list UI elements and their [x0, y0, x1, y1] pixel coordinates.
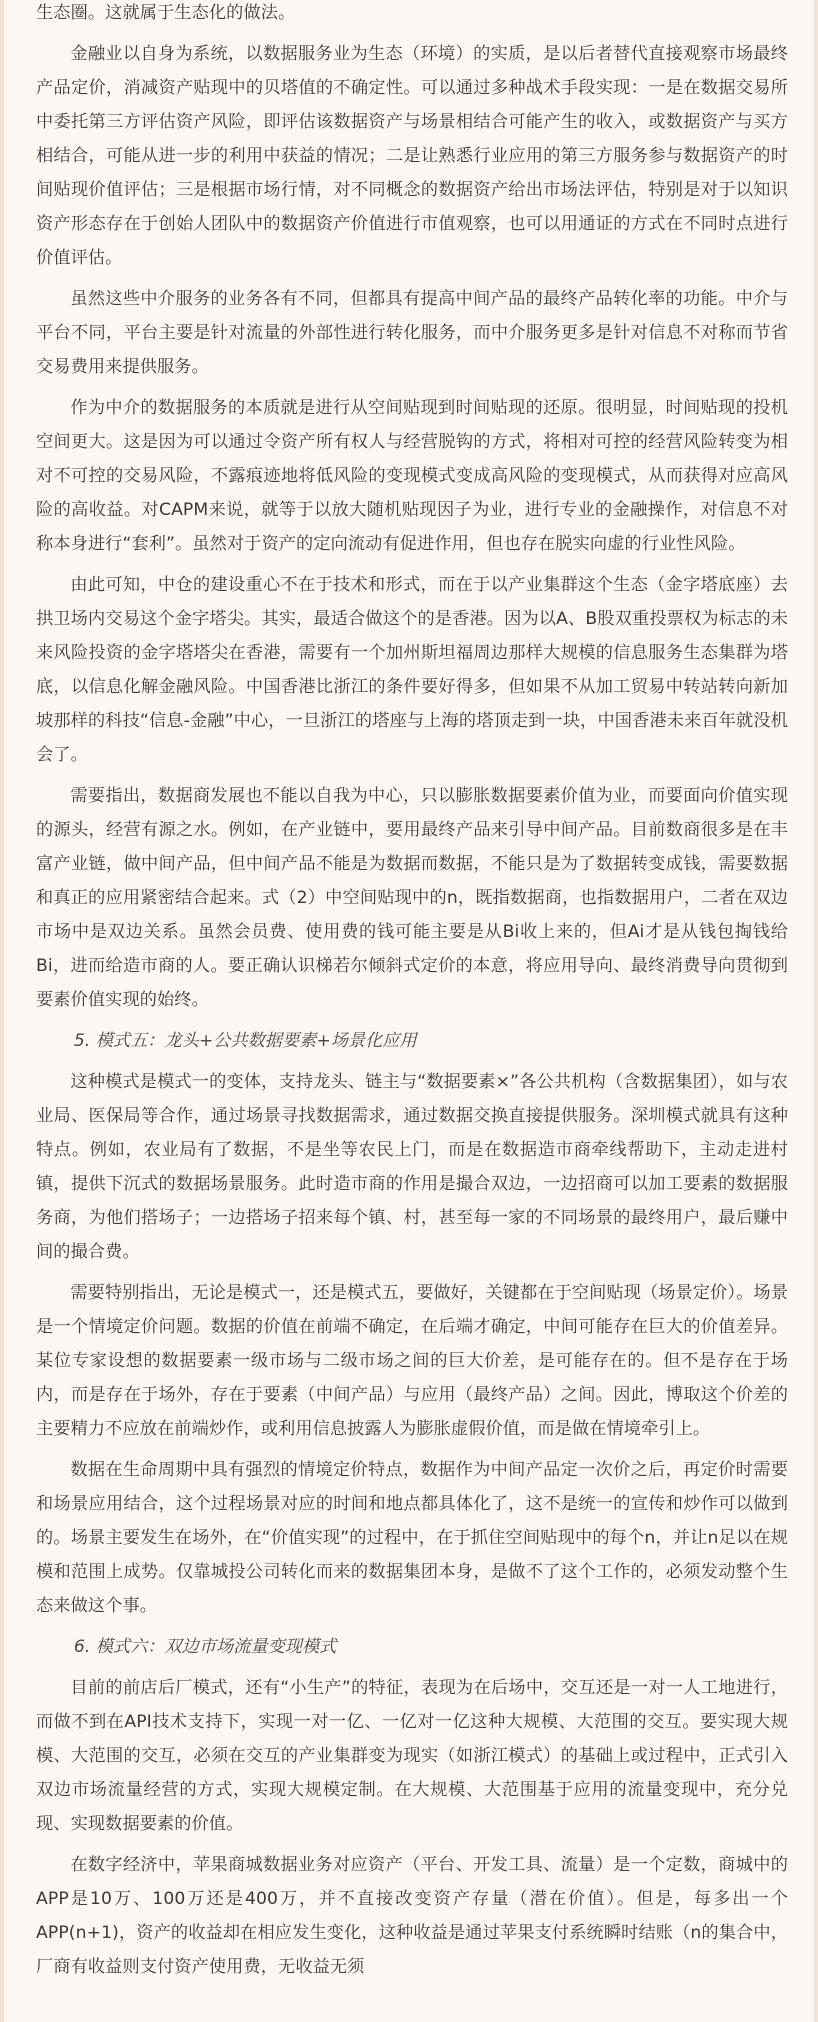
body-paragraph: 在数字经济中，苹果商城数据业务对应资产（平台、开发工具、流量）是一个定数，商城中的APP是10万、100万还是400万，并不直接改变资产存量（潜在价值）。但是，每多出一个APP(n+1)，资产的收益却在相应发生变化，这种收益是通过苹果支付系统瞬时结账（n的集合中，厂商有收益则支付资产使用费，无收益无须 — [36, 1855, 788, 1977]
section-heading: 5. 模式五：龙头+公共数据要素+场景化应用 — [73, 1031, 417, 1051]
section-heading: 6. 模式六：双边市场流量变现模式 — [73, 1637, 337, 1657]
body-paragraph: 数据在生命周期中具有强烈的情境定价特点，数据作为中间产品定一次价之后，再定价时需要和场景应用结合，这个过程场景对应的时间和地点都具体化了，这不是统一的宣传和炒作可以做到的。场景主要发生在场外，在“价值实现”的过程中，在于抓住空间贴现中的每个n，并让n足以在规模和范围上成势。仅靠城投公司转化而来的数据集团本身，是做不了这个工作的，必须发动整个生态来做这个事。 — [36, 1460, 788, 1616]
body-paragraph: 作为中介的数据服务的本质就是进行从空间贴现到时间贴现的还原。很明显，时间贴现的投机空间更大。这是因为可以通过令资产所有权人与经营脱钩的方式，将相对可控的经营风险转变为相对不可控的交易风险，不露痕迹地将低风险的变现模式变成高风险的变现模式，从而获得对应高风险的高收益。对CAPM来说，就等于以放大随机贴现因子为业，进行专业的金融操作，对信息不对称本身进行“套利”。虽然对于资产的定向流动有促进作用，但也存在脱实向虚的行业性风险。 — [36, 398, 788, 554]
body-paragraph: 金融业以自身为系统，以数据服务业为生态（环境）的实质，是以后者替代直接观察市场最终产品定价，消减资产贴现中的贝塔值的不确定性。可以通过多种战术手段实现：一是在数据交易所中委托第三方评估资产风险，即评估该数据资产与场景相结合可能产生的收入，或数据资产与买方相结合，可能从进一步的利用中获益的情况；二是让熟悉行业应用的第三方服务参与数据资产的时间贴现价值评估；三是根据市场行情，对不同概念的数据资产给出市场法评估，特别是对于以知识资产形态存在于创始人团队中的数据资产价值进行市值观察，也可以用通证的方式在不同时点进行价值评估。 — [36, 44, 788, 268]
body-paragraph: 这种模式是模式一的变体，支持龙头、链主与“数据要素×”各公共机构（含数据集团），如与农业局、医保局等合作，通过场景寻找数据需求，通过数据交换直接提供服务。深圳模式就具有这种特点。例如，农业局有了数据，不是坐等农民上门，而是在数据造市商牵线帮助下，主动走进村镇，提供下沉式的数据场景服务。此时造市商的作用是撮合双边，一边招商可以加工要素的数据服务商，为他们搭场子；一边搭场子招来每个镇、村，甚至每一家的不同场景的最终用户，最后赚中间的撮合费。 — [36, 1072, 788, 1262]
body-paragraph: 生态圈。这就属于生态化的做法。 — [36, 3, 296, 23]
body-paragraph: 需要特别指出，无论是模式一，还是模式五，要做好，关键都在于空间贴现（场景定价）。场景是一个情境定价问题。数据的价值在前端不确定，在后端才确定，中间可能存在巨大的价值差异。某位专家设想的数据要素一级市场与二级市场之间的巨大价差，是可能存在的。但不是存在于场内，而是存在于场外，存在于要素（中间产品）与应用（最终产品）之间。因此，博取这个价差的主要精力不应放在前端炒作，或利用信息披露人为膨胀虚假价值，而是做在情境牵引上。 — [36, 1283, 788, 1439]
body-paragraph: 目前的前店后厂模式，还有“小生产”的特征，表现为在后场中，交互还是一对一人工地进行，而做不到在API技术支持下，实现一对一亿、一亿对一亿这种大规模、大范围的交互。要实现大规模、大范围的交互，必须在交互的产业集群变为现实（如浙江模式）的基础上或过程中，正式引入双边市场流量经营的方式，实现大规模定制。在大规模、大范围基于应用的流量变现中，充分兑现、实现数据要素的价值。 — [36, 1678, 788, 1834]
body-paragraph: 需要指出，数据商发展也不能以自我为中心，只以膨胀数据要素价值为业，而要面向价值实现的源头，经营有源之水。例如，在产业链中，要用最终产品来引导中间产品。目前数商很多是在丰富产业链，做中间产品，但中间产品不能是为数据而数据，不能只是为了数据转变成钱，需要数据和真正的应用紧密结合起来。式（2）中空间贴现中的n，既指数据商，也指数据用户，二者在双边市场中是双边关系。虽然会员费、使用费的钱可能主要是从Bi收上来的，但Ai才是从钱包掏钱给Bi，进而给造市商的人。要正确认识梯若尔倾斜式定价的本意，将应用导向、最终消费导向贯彻到要素价值实现的始终。 — [36, 786, 788, 1010]
body-paragraph: 由此可知，中仓的建设重心不在于技术和形式，而在于以产业集群这个生态（金字塔底座）去拱卫场内交易这个金字塔尖。其实，最适合做这个的是香港。因为以A、B股双重投票权为标志的未来风险投资的金字塔塔尖在香港，需要有一个加州斯坦福周边那样大规模的信息服务生态集群为塔底，以信息化解金融风险。中国香港比浙江的条件要好得多，但如果不从加工贸易中转站转向新加坡那样的科技“信息-金融”中心，一旦浙江的塔座与上海的塔顶走到一块，中国香港未来百年就没机会了。 — [36, 575, 788, 765]
body-paragraph: 虽然这些中介服务的业务各有不同，但都具有提高中间产品的最终产品转化率的功能。中介与平台不同，平台主要是针对流量的外部性进行转化服务，而中介服务更多是针对信息不对称而节省交易费用来提供服务。 — [36, 289, 788, 377]
